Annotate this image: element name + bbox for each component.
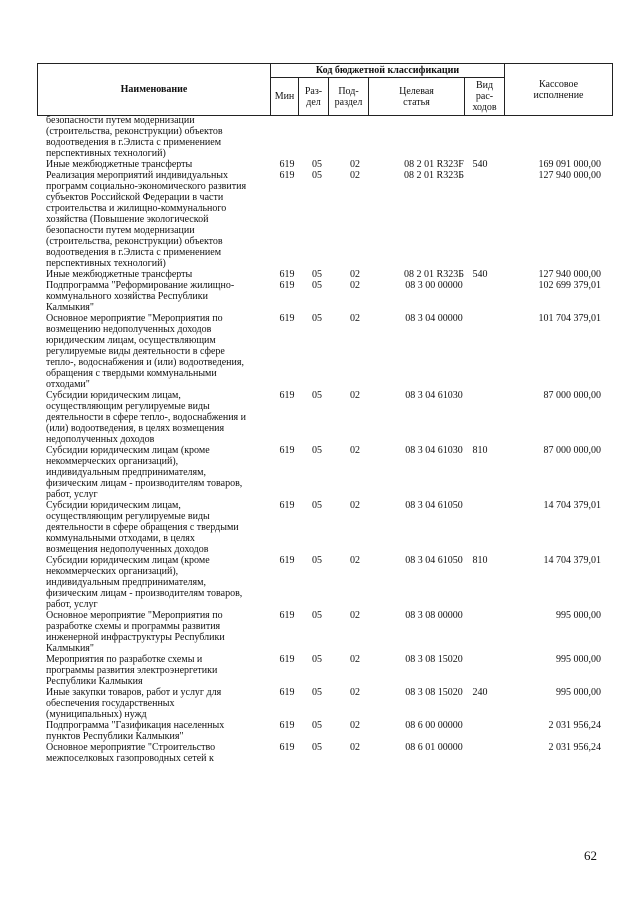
row-min: 619: [279, 720, 295, 731]
row-razdel: 05: [312, 390, 322, 401]
page-number: 62: [584, 848, 597, 863]
table-row: [0, 313, 640, 390]
row-podrazdel: 02: [350, 687, 360, 698]
row-name: Субсидии юридическим лицам (кроме некоммерческих организаций), индивидуальным предпринимателям, физическим лицам - производителям товаров, работ, услуг: [46, 445, 243, 500]
row-min: 619: [279, 687, 295, 698]
row-celevaya: 08 2 01 R323Б: [404, 269, 464, 280]
row-celevaya: 08 3 04 61030: [405, 445, 463, 456]
row-razdel: 05: [312, 445, 322, 456]
row-min: 619: [279, 269, 295, 280]
header-name: Наименование: [38, 64, 271, 116]
table-body: [0, 115, 640, 764]
row-name: Подпрограмма "Газификация населенных пунктов Республики Калмыкия": [46, 720, 225, 742]
row-min: 619: [279, 500, 295, 511]
row-celevaya: 08 3 04 00000: [405, 313, 463, 324]
row-name: Мероприятия по разработке схемы и программы развития электроэнергетики Республики Калмыкия: [46, 654, 218, 687]
row-name: Субсидии юридическим лицам (кроме некоммерческих организаций), индивидуальным предпринимателям, физическим лицам - производителям товаров, работ, услуг: [46, 555, 243, 610]
row-razdel: 05: [312, 720, 322, 731]
row-vid: 810: [472, 445, 488, 456]
row-podrazdel: 02: [350, 390, 360, 401]
row-podrazdel: 02: [350, 500, 360, 511]
row-celevaya: 08 6 01 00000: [405, 742, 463, 753]
row-vid: 810: [472, 555, 488, 566]
row-vid: 540: [472, 159, 488, 170]
row-sum: 169 091 000,00: [538, 159, 601, 170]
row-celevaya: 08 3 08 15020: [405, 687, 463, 698]
row-celevaya: 08 2 01 R323Б: [404, 170, 464, 181]
table-row: [0, 720, 640, 742]
row-podrazdel: 02: [350, 742, 360, 753]
row-sum: 995 000,00: [556, 687, 601, 698]
row-podrazdel: 02: [350, 610, 360, 621]
row-podrazdel: 02: [350, 159, 360, 170]
header-code-group: Код бюджетной классификации: [271, 64, 505, 78]
row-razdel: 05: [312, 687, 322, 698]
row-name: Иные межбюджетные трансферты: [46, 159, 193, 170]
row-razdel: 05: [312, 269, 322, 280]
header-celevaya: Целевая статья: [369, 78, 465, 116]
header-razdel: Раз- дел: [299, 78, 329, 116]
row-min: 619: [279, 742, 295, 753]
header-min: Мин: [271, 78, 299, 116]
row-razdel: 05: [312, 170, 322, 181]
row-sum: 127 940 000,00: [538, 269, 601, 280]
row-sum: 101 704 379,01: [538, 313, 601, 324]
row-name: Реализация мероприятий индивидуальных программ социально-экономического развития субъектов Российской Федерации в части строительства и жилищно-коммунального хозяйства (Повышение экологической безопасности путем модернизации (строительства, реконструкции) объектов водоотведения в г.Элиста с применением перспективных технологий): [46, 170, 247, 269]
row-min: 619: [279, 170, 295, 181]
row-celevaya: 08 3 00 00000: [405, 280, 463, 291]
row-min: 619: [279, 445, 295, 456]
table-row: [0, 170, 640, 269]
row-podrazdel: 02: [350, 170, 360, 181]
row-sum: 127 940 000,00: [538, 170, 601, 181]
row-sum: 87 000 000,00: [543, 445, 601, 456]
header-vid: Вид рас- ходов: [465, 78, 505, 116]
row-razdel: 05: [312, 280, 322, 291]
table-row: [0, 555, 640, 610]
row-vid: 540: [472, 269, 488, 280]
row-name: безопасности путем модернизации (строительства, реконструкции) объектов водоотведения в г.Элиста с применением перспективных технологий): [46, 115, 223, 159]
row-podrazdel: 02: [350, 280, 360, 291]
header-podrazdel: Под- раздел: [329, 78, 369, 116]
row-min: 619: [279, 654, 295, 665]
row-name: Основное мероприятие "Мероприятия по возмещению недополученных доходов юридическим лицам, осуществляющим регулируемые виды деятельности в сфере тепло-, водоснабжения и (или) водоотведения, обращения с твердыми коммунальными отходами": [46, 313, 244, 390]
table-header: [37, 63, 613, 116]
row-name: Субсидии юридическим лицам, осуществляющим регулируемые виды деятельности в сфере обращения с твердыми коммунальными отходами, в целях возмещения недополученных доходов: [46, 500, 239, 555]
row-name: Иные межбюджетные трансферты: [46, 269, 193, 280]
row-sum: 2 031 956,24: [548, 720, 601, 731]
row-podrazdel: 02: [350, 313, 360, 324]
table-row: [0, 687, 640, 720]
row-name: Основное мероприятие "Мероприятия по разработке схемы и программы развития инженерной инфраструктуры Республики Калмыкия": [46, 610, 225, 654]
table-row: [0, 742, 640, 764]
row-razdel: 05: [312, 654, 322, 665]
row-podrazdel: 02: [350, 445, 360, 456]
row-min: 619: [279, 610, 295, 621]
row-min: 619: [279, 313, 295, 324]
row-celevaya: 08 3 08 00000: [405, 610, 463, 621]
table-row: [0, 445, 640, 500]
row-celevaya: 08 3 04 61030: [405, 390, 463, 401]
row-min: 619: [279, 555, 295, 566]
row-sum: 995 000,00: [556, 610, 601, 621]
row-sum: 2 031 956,24: [548, 742, 601, 753]
table-row: [0, 159, 640, 170]
table-row: [0, 654, 640, 687]
row-celevaya: 08 3 08 15020: [405, 654, 463, 665]
table-row: [0, 115, 640, 159]
row-name: Основное мероприятие "Строительство межпоселковых газопроводных сетей к: [46, 742, 216, 764]
row-name: Субсидии юридическим лицам, осуществляющим регулируемые виды деятельности в сфере тепло-, водоснабжения и (или) водоотведения, в целях возмещения недополученных доходов: [46, 390, 247, 445]
table-row: [0, 500, 640, 555]
row-min: 619: [279, 390, 295, 401]
row-razdel: 05: [312, 742, 322, 753]
row-celevaya: 08 3 04 61050: [405, 555, 463, 566]
row-sum: 14 704 379,01: [543, 500, 601, 511]
row-podrazdel: 02: [350, 555, 360, 566]
row-podrazdel: 02: [350, 720, 360, 731]
row-podrazdel: 02: [350, 654, 360, 665]
row-sum: 87 000 000,00: [543, 390, 601, 401]
row-razdel: 05: [312, 159, 322, 170]
header-kassovoe: Кассовое исполнение: [505, 64, 613, 116]
row-name: Подпрограмма "Реформирование жилищно- коммунального хозяйства Республики Калмыкия": [46, 280, 235, 313]
row-min: 619: [279, 280, 295, 291]
table-row: [0, 390, 640, 445]
table-row: [0, 269, 640, 280]
row-razdel: 05: [312, 500, 322, 511]
row-razdel: 05: [312, 313, 322, 324]
table-row: [0, 610, 640, 654]
row-sum: 995 000,00: [556, 654, 601, 665]
row-razdel: 05: [312, 555, 322, 566]
row-celevaya: 08 3 04 61050: [405, 500, 463, 511]
row-celevaya: 08 6 00 00000: [405, 720, 463, 731]
row-podrazdel: 02: [350, 269, 360, 280]
row-razdel: 05: [312, 610, 322, 621]
row-sum: 102 699 379,01: [538, 280, 601, 291]
row-name: Иные закупки товаров, работ и услуг для обеспечения государственных (муниципальных) нужд: [46, 687, 222, 720]
row-vid: 240: [472, 687, 488, 698]
table-row: [0, 280, 640, 313]
row-min: 619: [279, 159, 295, 170]
row-celevaya: 08 2 01 R323F: [404, 159, 464, 170]
row-sum: 14 704 379,01: [543, 555, 601, 566]
